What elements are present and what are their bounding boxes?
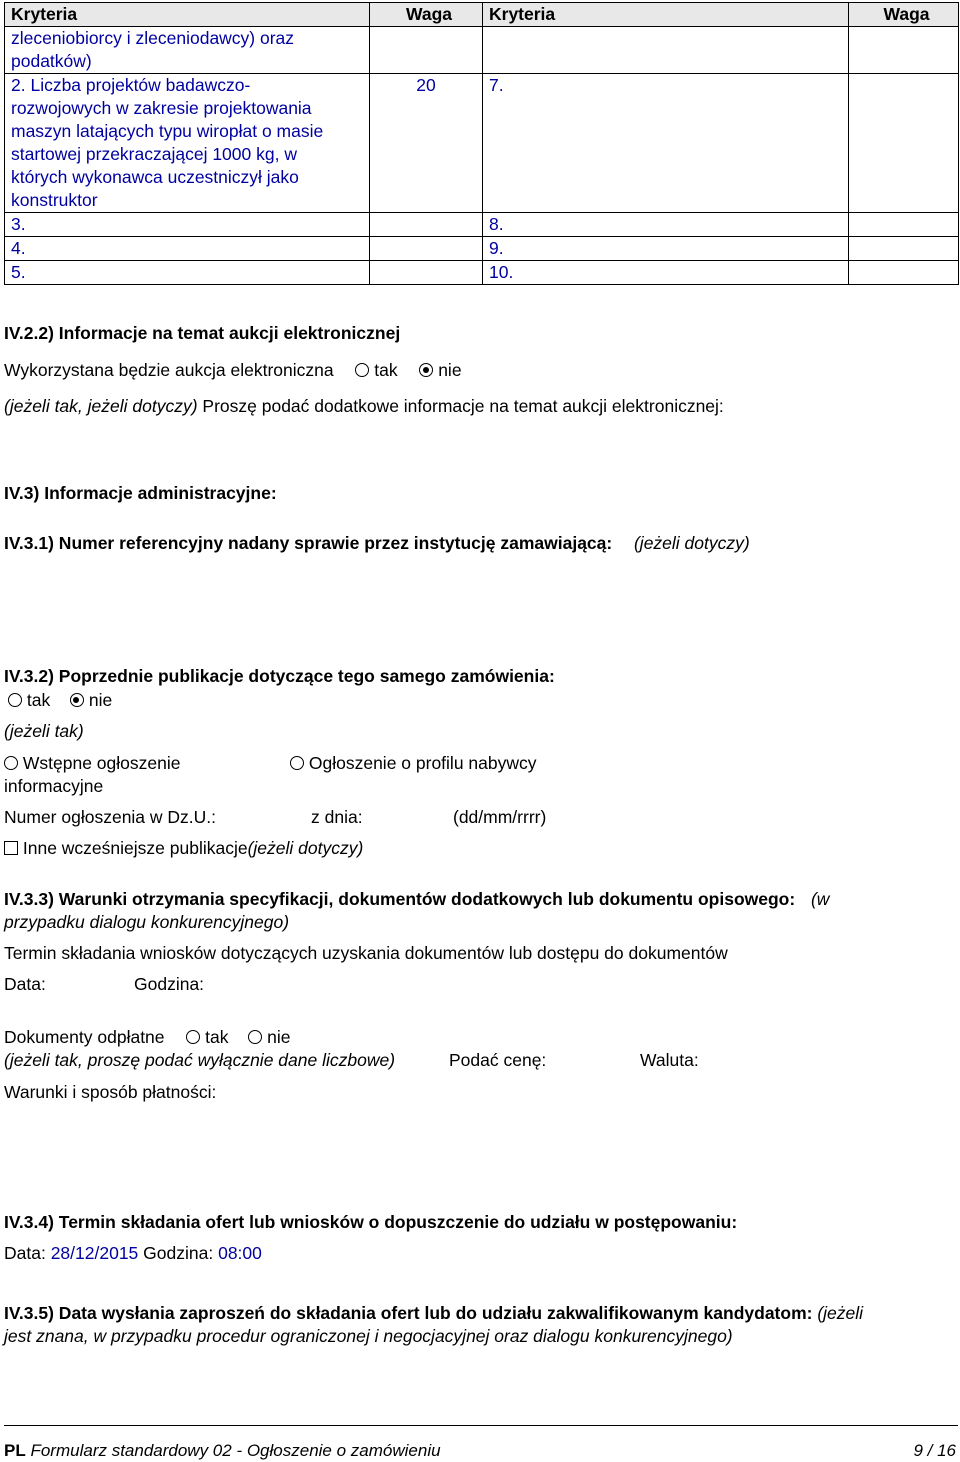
header-waga-2: Waga — [849, 3, 959, 27]
price-label: Podać cenę: — [449, 1050, 547, 1070]
table-row — [5, 261, 959, 285]
paid-row — [4, 1027, 291, 1048]
header-kryteria-1: Kryteria — [5, 3, 370, 27]
admin-heading: IV.3) Informacje administracyjne: — [4, 483, 277, 503]
footer-page: 9 / 16 — [913, 1441, 956, 1460]
number-label: Numer ogłoszenia w Dz.U.: — [4, 807, 217, 827]
criterion-cell: 4. — [5, 237, 370, 261]
prev-pub-nie-label: nie — [88, 690, 113, 710]
currency-label: Waluta: — [640, 1050, 699, 1070]
weight-cell — [849, 237, 959, 261]
invitation-note-2: jest znana, w przypadku procedur ograniczonej i negocjacyjnej oraz dialogu konkurencyjnego) — [4, 1326, 733, 1346]
auction-note-text: Proszę podać dodatkowe informacje na temat aukcji elektronicznej: — [197, 396, 724, 416]
auction-question: Wykorzystana będzie aukcja elektroniczna — [4, 360, 334, 380]
prelim-label-2: informacyjne — [4, 776, 104, 796]
deadline-data-label: Data: — [4, 1243, 46, 1263]
weight-cell — [849, 213, 959, 237]
paid-note: (jeżeli tak, proszę podać wyłącznie dane liczbowe) — [4, 1050, 396, 1070]
spec-deadline-text: Termin składania wniosków dotyczących uzyskania dokumentów lub dostępu do dokumentów — [4, 943, 728, 963]
invitation-note-1: (jeżeli — [817, 1303, 864, 1323]
ref-heading: IV.3.1) Numer referencyjny nadany sprawie przez instytucję zamawiającą: — [4, 533, 613, 553]
other-pub-option — [4, 838, 363, 859]
prev-pub-tak-radio[interactable] — [8, 693, 22, 707]
weight-cell — [370, 213, 483, 237]
criterion-cell: 9. — [483, 237, 849, 261]
criterion-cell: 5. — [5, 261, 370, 285]
table-header-row — [5, 3, 959, 27]
table-row — [5, 213, 959, 237]
auction-question-row — [4, 360, 462, 381]
weight-cell — [849, 74, 959, 213]
prev-pub-if-yes: (jeżeli tak) — [4, 721, 84, 741]
deadline-heading: IV.3.4) Termin składania ofert lub wniosków o dopuszczenie do udziału w postępowaniu: — [4, 1212, 738, 1232]
auction-nie-radio[interactable] — [419, 363, 433, 377]
header-waga-1: Waga — [370, 3, 483, 27]
deadline-godzina-value: 08:00 — [218, 1243, 262, 1263]
other-pub-note: (jeżeli dotyczy) — [247, 838, 364, 858]
spec-heading-row — [4, 889, 829, 910]
prev-pub-tak-label: tak — [26, 690, 51, 710]
footer-divider — [4, 1425, 958, 1426]
criterion-cell: 7. — [483, 74, 849, 213]
date-label: z dnia: — [311, 807, 363, 827]
other-pub-label: Inne wcześniejsze publikacje — [22, 838, 248, 858]
criterion-cell: zleceniobiorcy i zleceniodawcy) oraz podatków) — [5, 27, 370, 74]
weight-cell — [370, 237, 483, 261]
paid-tak-label: tak — [205, 1027, 229, 1047]
spec-data-label: Data: — [4, 974, 46, 994]
other-pub-checkbox[interactable] — [4, 841, 18, 855]
prev-pub-options — [8, 690, 112, 711]
criteria-table — [4, 2, 959, 285]
deadline-data-value: 28/12/2015 — [50, 1243, 139, 1263]
weight-cell — [849, 27, 959, 74]
payment-label: Warunki i sposób płatności: — [4, 1082, 217, 1102]
invitation-heading: IV.3.5) Data wysłania zaproszeń do składania ofert lub do udziału zakwalifikowanym kandydatom: — [4, 1303, 813, 1323]
invitation-heading-row — [4, 1303, 863, 1324]
paid-nie-label: nie — [267, 1027, 291, 1047]
deadline-godzina-label: Godzina: — [143, 1243, 214, 1263]
criterion-cell: 3. — [5, 213, 370, 237]
profile-label: Ogłoszenie o profilu nabywcy — [308, 753, 537, 773]
spec-heading-note-2: przypadku dialogu konkurencyjnego) — [4, 912, 290, 932]
auction-tak-radio[interactable] — [355, 363, 369, 377]
profile-radio[interactable] — [290, 756, 304, 770]
criterion-cell: 10. — [483, 261, 849, 285]
criterion-cell — [483, 27, 849, 74]
paid-tak-radio[interactable] — [186, 1030, 200, 1044]
spec-heading: IV.3.3) Warunki otrzymania specyfikacji, dokumentów dodatkowych lub dokumentu opisowego: — [4, 889, 796, 909]
table-row — [5, 74, 959, 213]
weight-cell — [849, 261, 959, 285]
weight-cell — [370, 261, 483, 285]
criterion-cell: 8. — [483, 213, 849, 237]
prelim-radio[interactable] — [4, 756, 18, 770]
auction-note-row — [4, 396, 724, 417]
spec-godzina-label: Godzina: — [134, 974, 205, 994]
prev-pub-nie-radio[interactable] — [70, 693, 84, 707]
deadline-row — [4, 1243, 262, 1264]
footer-lang: PL — [4, 1441, 26, 1460]
ref-row — [4, 533, 750, 554]
criterion-cell: 2. Liczba projektów badawczo- rozwojowych w zakresie projektowania maszyn latających typu wiropłat o masie startowej przekraczającej 1000 kg, w których wykonawca uczestniczył jako konstruktor — [5, 74, 370, 213]
weight-cell: 20 — [370, 74, 483, 213]
footer-title: Formularz standardowy 02 - Ogłoszenie o zamówieniu — [30, 1441, 441, 1460]
weight-cell — [370, 27, 483, 74]
ref-note: (jeżeli dotyczy) — [633, 533, 750, 553]
header-kryteria-2: Kryteria — [483, 3, 849, 27]
auction-tak-label: tak — [374, 360, 398, 380]
prelim-label-1: Wstępne ogłoszenie — [22, 753, 181, 773]
profile-option — [290, 753, 537, 774]
auction-nie-label: nie — [438, 360, 462, 380]
auction-heading: IV.2.2) Informacje na temat aukcji elektronicznej — [4, 323, 401, 343]
footer-left — [4, 1441, 441, 1461]
prev-pub-heading: IV.3.2) Poprzednie publikacje dotyczące tego samego zamówienia: — [4, 666, 555, 686]
date-format: (dd/mm/rrrr) — [453, 807, 547, 827]
spec-heading-note-1: (w — [810, 889, 830, 909]
paid-label: Dokumenty odpłatne — [4, 1027, 165, 1047]
paid-nie-radio[interactable] — [248, 1030, 262, 1044]
auction-note-italic: (jeżeli tak, jeżeli dotyczy) — [4, 396, 198, 416]
table-row — [5, 27, 959, 74]
table-row — [5, 237, 959, 261]
prelim-option — [4, 753, 180, 774]
